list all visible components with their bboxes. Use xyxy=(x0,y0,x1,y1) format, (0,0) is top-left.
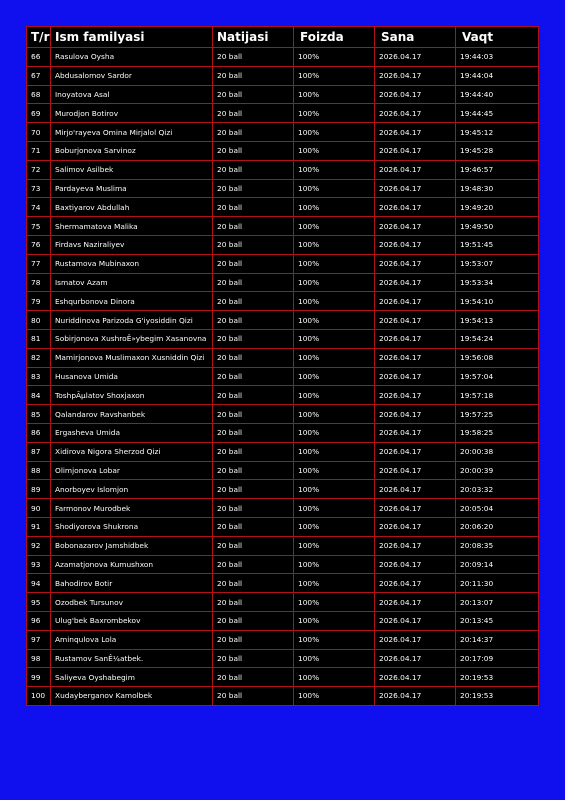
percent-cell: 100% xyxy=(294,329,375,348)
time-cell: 19:44:04 xyxy=(456,66,539,85)
student-name-cell: Sobirjonova XushroÊ»ybegim Xasanovna xyxy=(51,329,213,348)
table-row xyxy=(27,292,539,311)
percent-cell: 100% xyxy=(294,405,375,424)
result-cell: 20 ball xyxy=(213,123,294,142)
percent-cell: 100% xyxy=(294,687,375,706)
row-number-cell: 80 xyxy=(27,311,51,330)
row-number-cell: 82 xyxy=(27,348,51,367)
student-name-cell: ToshpÃµlatov Shoxjaxon xyxy=(51,386,213,405)
row-number-cell: 100 xyxy=(27,687,51,706)
student-name-cell: Mamirjonova Muslimaxon Xusniddin Qizi xyxy=(51,348,213,367)
result-cell: 20 ball xyxy=(213,480,294,499)
row-number-cell: 86 xyxy=(27,423,51,442)
student-name-cell: Husanova Umida xyxy=(51,367,213,386)
time-cell: 20:14:37 xyxy=(456,630,539,649)
student-name-cell: Inoyatova Asal xyxy=(51,85,213,104)
time-cell: 19:44:45 xyxy=(456,104,539,123)
date-cell: 2026.04.17 xyxy=(375,386,456,405)
student-name-cell: Azamatjonova Kumushxon xyxy=(51,555,213,574)
table-row xyxy=(27,273,539,292)
student-name-cell: Ozodbek Tursunov xyxy=(51,593,213,612)
row-number-cell: 74 xyxy=(27,198,51,217)
time-cell: 19:54:24 xyxy=(456,329,539,348)
table-row xyxy=(27,160,539,179)
date-cell: 2026.04.17 xyxy=(375,593,456,612)
table-row xyxy=(27,123,539,142)
date-cell: 2026.04.17 xyxy=(375,66,456,85)
percent-cell: 100% xyxy=(294,179,375,198)
result-cell: 20 ball xyxy=(213,85,294,104)
row-number-cell: 67 xyxy=(27,66,51,85)
student-name-cell: Rustamova Mubinaxon xyxy=(51,254,213,273)
student-name-cell: Salimov Asilbek xyxy=(51,160,213,179)
time-cell: 20:00:38 xyxy=(456,442,539,461)
time-cell: 19:53:34 xyxy=(456,273,539,292)
time-cell: 19:49:20 xyxy=(456,198,539,217)
percent-cell: 100% xyxy=(294,85,375,104)
row-number-cell: 81 xyxy=(27,329,51,348)
percent-cell: 100% xyxy=(294,235,375,254)
time-cell: 19:45:12 xyxy=(456,123,539,142)
date-cell: 2026.04.17 xyxy=(375,574,456,593)
date-cell: 2026.04.17 xyxy=(375,499,456,518)
table-row xyxy=(27,555,539,574)
time-cell: 20:03:32 xyxy=(456,480,539,499)
date-cell: 2026.04.17 xyxy=(375,179,456,198)
result-cell: 20 ball xyxy=(213,273,294,292)
row-number-cell: 96 xyxy=(27,611,51,630)
table-row xyxy=(27,611,539,630)
student-name-cell: Ergasheva Umida xyxy=(51,423,213,442)
date-cell: 2026.04.17 xyxy=(375,367,456,386)
percent-cell: 100% xyxy=(294,574,375,593)
row-number-cell: 85 xyxy=(27,405,51,424)
student-name-cell: Abdusalomov Sardor xyxy=(51,66,213,85)
student-name-cell: Boburjonova Sarvinoz xyxy=(51,141,213,160)
percent-cell: 100% xyxy=(294,649,375,668)
time-cell: 19:46:57 xyxy=(456,160,539,179)
result-cell: 20 ball xyxy=(213,66,294,85)
date-cell: 2026.04.17 xyxy=(375,480,456,499)
student-name-cell: Qalandarov Ravshanbek xyxy=(51,405,213,424)
percent-cell: 100% xyxy=(294,517,375,536)
time-cell: 19:53:07 xyxy=(456,254,539,273)
row-number-cell: 71 xyxy=(27,141,51,160)
percent-cell: 100% xyxy=(294,254,375,273)
row-number-cell: 69 xyxy=(27,104,51,123)
time-cell: 19:48:30 xyxy=(456,179,539,198)
student-name-cell: Firdavs Naziraliyev xyxy=(51,235,213,254)
percent-cell: 100% xyxy=(294,198,375,217)
row-number-cell: 72 xyxy=(27,160,51,179)
table-row xyxy=(27,217,539,236)
row-number-cell: 79 xyxy=(27,292,51,311)
date-cell: 2026.04.17 xyxy=(375,517,456,536)
percent-cell: 100% xyxy=(294,442,375,461)
time-cell: 19:54:10 xyxy=(456,292,539,311)
row-number-cell: 99 xyxy=(27,668,51,687)
result-cell: 20 ball xyxy=(213,386,294,405)
result-cell: 20 ball xyxy=(213,574,294,593)
row-number-cell: 83 xyxy=(27,367,51,386)
result-cell: 20 ball xyxy=(213,141,294,160)
col-header-date: Sana xyxy=(375,27,456,48)
time-cell: 20:11:30 xyxy=(456,574,539,593)
student-name-cell: Nuriddinova Parizoda G'iyosiddin Qizi xyxy=(51,311,213,330)
percent-cell: 100% xyxy=(294,367,375,386)
student-name-cell: Saliyeva Oyshabegim xyxy=(51,668,213,687)
row-number-cell: 87 xyxy=(27,442,51,461)
result-cell: 20 ball xyxy=(213,630,294,649)
row-number-cell: 66 xyxy=(27,48,51,67)
table-row xyxy=(27,235,539,254)
date-cell: 2026.04.17 xyxy=(375,123,456,142)
time-cell: 20:09:14 xyxy=(456,555,539,574)
date-cell: 2026.04.17 xyxy=(375,442,456,461)
student-name-cell: Baxtiyarov Abdullah xyxy=(51,198,213,217)
time-cell: 19:51:45 xyxy=(456,235,539,254)
table-row xyxy=(27,593,539,612)
percent-cell: 100% xyxy=(294,555,375,574)
result-cell: 20 ball xyxy=(213,104,294,123)
student-name-cell: Anorboyev Islomjon xyxy=(51,480,213,499)
date-cell: 2026.04.17 xyxy=(375,649,456,668)
table-row xyxy=(27,66,539,85)
date-cell: 2026.04.17 xyxy=(375,687,456,706)
result-cell: 20 ball xyxy=(213,198,294,217)
table-row xyxy=(27,499,539,518)
percent-cell: 100% xyxy=(294,630,375,649)
student-name-cell: Murodjon Botirov xyxy=(51,104,213,123)
table-row xyxy=(27,517,539,536)
student-name-cell: Shodiyorova Shukrona xyxy=(51,517,213,536)
percent-cell: 100% xyxy=(294,480,375,499)
percent-cell: 100% xyxy=(294,536,375,555)
percent-cell: 100% xyxy=(294,123,375,142)
date-cell: 2026.04.17 xyxy=(375,555,456,574)
table-row xyxy=(27,687,539,706)
result-cell: 20 ball xyxy=(213,536,294,555)
row-number-cell: 84 xyxy=(27,386,51,405)
result-cell: 20 ball xyxy=(213,367,294,386)
result-cell: 20 ball xyxy=(213,555,294,574)
col-header-result: Natijasi xyxy=(213,27,294,48)
results-table xyxy=(26,26,539,706)
row-number-cell: 97 xyxy=(27,630,51,649)
result-cell: 20 ball xyxy=(213,348,294,367)
table-row xyxy=(27,198,539,217)
date-cell: 2026.04.17 xyxy=(375,104,456,123)
date-cell: 2026.04.17 xyxy=(375,348,456,367)
date-cell: 2026.04.17 xyxy=(375,668,456,687)
table-row xyxy=(27,254,539,273)
header-row xyxy=(27,27,539,48)
date-cell: 2026.04.17 xyxy=(375,198,456,217)
date-cell: 2026.04.17 xyxy=(375,160,456,179)
result-cell: 20 ball xyxy=(213,649,294,668)
student-name-cell: Ulug'bek Baxrombekov xyxy=(51,611,213,630)
table-row xyxy=(27,649,539,668)
percent-cell: 100% xyxy=(294,292,375,311)
table-row xyxy=(27,179,539,198)
table-row xyxy=(27,367,539,386)
row-number-cell: 68 xyxy=(27,85,51,104)
table-row xyxy=(27,536,539,555)
row-number-cell: 95 xyxy=(27,593,51,612)
percent-cell: 100% xyxy=(294,611,375,630)
table-row xyxy=(27,405,539,424)
percent-cell: 100% xyxy=(294,668,375,687)
results-sheet xyxy=(26,26,538,706)
table-row xyxy=(27,104,539,123)
time-cell: 20:06:20 xyxy=(456,517,539,536)
table-body xyxy=(27,48,539,706)
row-number-cell: 88 xyxy=(27,461,51,480)
student-name-cell: Olimjonova Lobar xyxy=(51,461,213,480)
result-cell: 20 ball xyxy=(213,48,294,67)
table-row xyxy=(27,423,539,442)
date-cell: 2026.04.17 xyxy=(375,273,456,292)
percent-cell: 100% xyxy=(294,423,375,442)
percent-cell: 100% xyxy=(294,348,375,367)
student-name-cell: Mirjo'rayeva Omina Mirjalol Qizi xyxy=(51,123,213,142)
time-cell: 20:08:35 xyxy=(456,536,539,555)
table-header xyxy=(27,27,539,48)
time-cell: 19:58:25 xyxy=(456,423,539,442)
percent-cell: 100% xyxy=(294,593,375,612)
table-row xyxy=(27,348,539,367)
result-cell: 20 ball xyxy=(213,687,294,706)
student-name-cell: Rasulova Oysha xyxy=(51,48,213,67)
time-cell: 19:57:25 xyxy=(456,405,539,424)
table-row xyxy=(27,85,539,104)
student-name-cell: Eshqurbonova Dinora xyxy=(51,292,213,311)
table-row xyxy=(27,574,539,593)
student-name-cell: Rustamov SanÊ¼atbek. xyxy=(51,649,213,668)
time-cell: 20:00:39 xyxy=(456,461,539,480)
row-number-cell: 77 xyxy=(27,254,51,273)
row-number-cell: 78 xyxy=(27,273,51,292)
result-cell: 20 ball xyxy=(213,499,294,518)
col-header-percent: Foizda xyxy=(294,27,375,48)
row-number-cell: 91 xyxy=(27,517,51,536)
time-cell: 20:05:04 xyxy=(456,499,539,518)
row-number-cell: 94 xyxy=(27,574,51,593)
student-name-cell: Xudayberganov Kamolbek xyxy=(51,687,213,706)
result-cell: 20 ball xyxy=(213,517,294,536)
col-header-name: Ism familyasi xyxy=(51,27,213,48)
row-number-cell: 73 xyxy=(27,179,51,198)
date-cell: 2026.04.17 xyxy=(375,611,456,630)
row-number-cell: 98 xyxy=(27,649,51,668)
result-cell: 20 ball xyxy=(213,254,294,273)
percent-cell: 100% xyxy=(294,141,375,160)
student-name-cell: Bobonazarov Jamshidbek xyxy=(51,536,213,555)
result-cell: 20 ball xyxy=(213,423,294,442)
time-cell: 19:54:13 xyxy=(456,311,539,330)
row-number-cell: 89 xyxy=(27,480,51,499)
result-cell: 20 ball xyxy=(213,292,294,311)
date-cell: 2026.04.17 xyxy=(375,329,456,348)
date-cell: 2026.04.17 xyxy=(375,536,456,555)
student-name-cell: Ismatov Azam xyxy=(51,273,213,292)
result-cell: 20 ball xyxy=(213,235,294,254)
result-cell: 20 ball xyxy=(213,668,294,687)
percent-cell: 100% xyxy=(294,461,375,480)
row-number-cell: 70 xyxy=(27,123,51,142)
row-number-cell: 93 xyxy=(27,555,51,574)
date-cell: 2026.04.17 xyxy=(375,141,456,160)
table-row xyxy=(27,630,539,649)
col-header-time: Vaqt xyxy=(456,27,539,48)
time-cell: 20:13:07 xyxy=(456,593,539,612)
time-cell: 19:49:50 xyxy=(456,217,539,236)
row-number-cell: 92 xyxy=(27,536,51,555)
student-name-cell: Bahodirov Botir xyxy=(51,574,213,593)
result-cell: 20 ball xyxy=(213,160,294,179)
date-cell: 2026.04.17 xyxy=(375,423,456,442)
table-row xyxy=(27,480,539,499)
time-cell: 19:44:03 xyxy=(456,48,539,67)
result-cell: 20 ball xyxy=(213,593,294,612)
result-cell: 20 ball xyxy=(213,217,294,236)
date-cell: 2026.04.17 xyxy=(375,85,456,104)
row-number-cell: 76 xyxy=(27,235,51,254)
time-cell: 19:45:28 xyxy=(456,141,539,160)
result-cell: 20 ball xyxy=(213,442,294,461)
row-number-cell: 75 xyxy=(27,217,51,236)
student-name-cell: Farmonov Murodbek xyxy=(51,499,213,518)
table-row xyxy=(27,329,539,348)
date-cell: 2026.04.17 xyxy=(375,217,456,236)
student-name-cell: Shermamatova Malika xyxy=(51,217,213,236)
table-row xyxy=(27,48,539,67)
percent-cell: 100% xyxy=(294,273,375,292)
time-cell: 19:56:08 xyxy=(456,348,539,367)
percent-cell: 100% xyxy=(294,104,375,123)
time-cell: 20:17:09 xyxy=(456,649,539,668)
row-number-cell: 90 xyxy=(27,499,51,518)
percent-cell: 100% xyxy=(294,48,375,67)
date-cell: 2026.04.17 xyxy=(375,254,456,273)
result-cell: 20 ball xyxy=(213,179,294,198)
date-cell: 2026.04.17 xyxy=(375,235,456,254)
date-cell: 2026.04.17 xyxy=(375,461,456,480)
time-cell: 19:44:40 xyxy=(456,85,539,104)
result-cell: 20 ball xyxy=(213,461,294,480)
result-cell: 20 ball xyxy=(213,311,294,330)
percent-cell: 100% xyxy=(294,160,375,179)
table-row xyxy=(27,311,539,330)
student-name-cell: Aminqulova Lola xyxy=(51,630,213,649)
table-row xyxy=(27,386,539,405)
date-cell: 2026.04.17 xyxy=(375,405,456,424)
result-cell: 20 ball xyxy=(213,611,294,630)
percent-cell: 100% xyxy=(294,386,375,405)
result-cell: 20 ball xyxy=(213,405,294,424)
time-cell: 20:19:53 xyxy=(456,668,539,687)
percent-cell: 100% xyxy=(294,499,375,518)
date-cell: 2026.04.17 xyxy=(375,630,456,649)
time-cell: 19:57:04 xyxy=(456,367,539,386)
student-name-cell: Xidirova Nigora Sherzod Qizi xyxy=(51,442,213,461)
date-cell: 2026.04.17 xyxy=(375,311,456,330)
table-row xyxy=(27,442,539,461)
time-cell: 20:13:45 xyxy=(456,611,539,630)
student-name-cell: Pardayeva Muslima xyxy=(51,179,213,198)
percent-cell: 100% xyxy=(294,217,375,236)
time-cell: 20:19:53 xyxy=(456,687,539,706)
percent-cell: 100% xyxy=(294,66,375,85)
percent-cell: 100% xyxy=(294,311,375,330)
date-cell: 2026.04.17 xyxy=(375,48,456,67)
result-cell: 20 ball xyxy=(213,329,294,348)
table-row xyxy=(27,461,539,480)
table-row xyxy=(27,141,539,160)
date-cell: 2026.04.17 xyxy=(375,292,456,311)
time-cell: 19:57:18 xyxy=(456,386,539,405)
table-row xyxy=(27,668,539,687)
col-header-number: T/r xyxy=(27,27,51,48)
